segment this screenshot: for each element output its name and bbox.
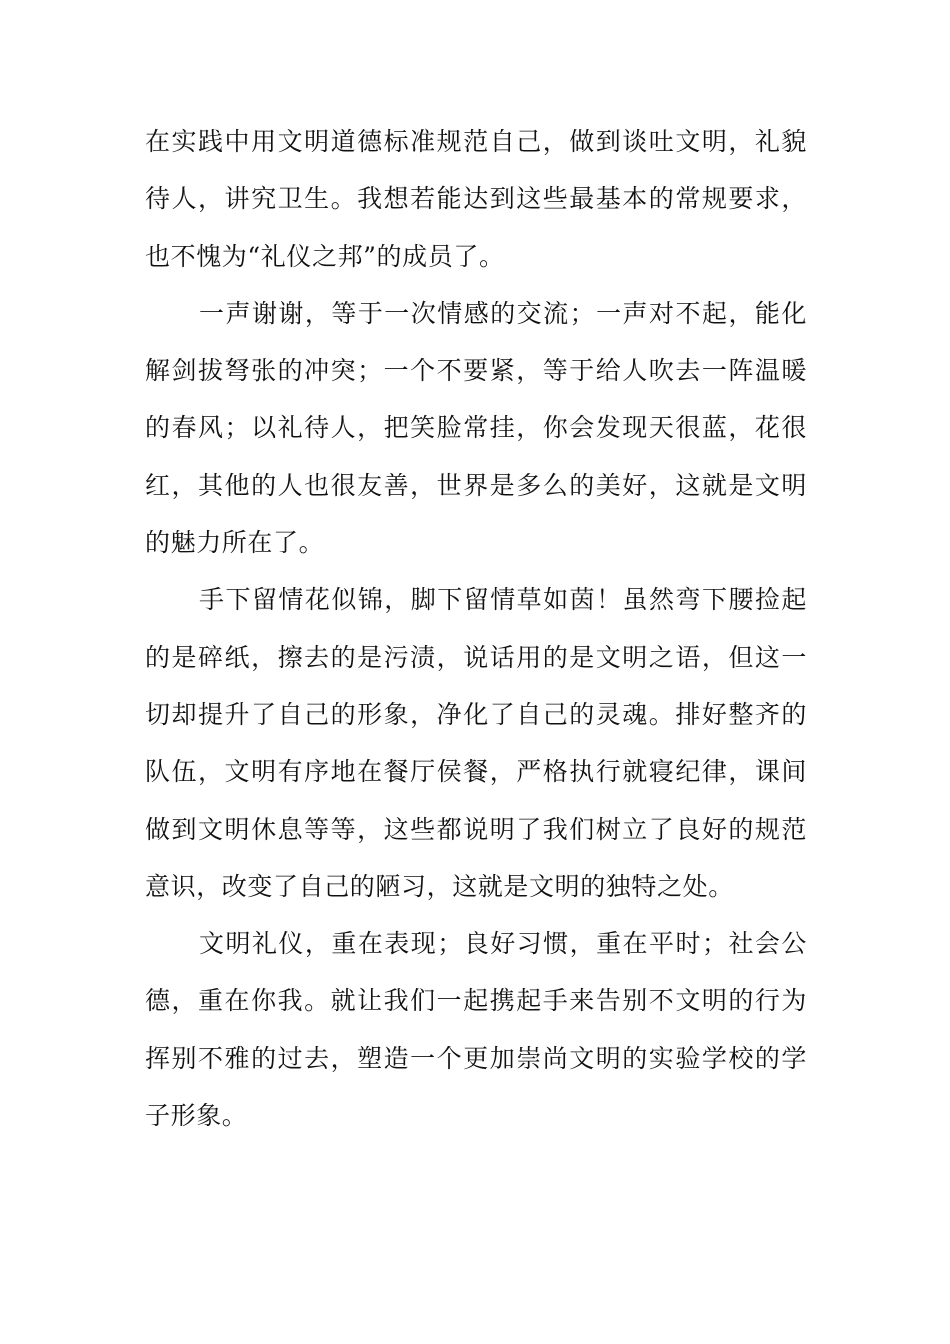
paragraph-4-line-1: 文明礼仪，重在表现；良好习惯，重在平时；社会公: [199, 929, 807, 959]
paragraph-3-line-1: 手下留情花似锦，脚下留情草如茵！虽然弯下腰捡起: [199, 585, 807, 615]
paragraph-3-line-2: 的是碎纸，擦去的是污渍，说话用的是文明之语，但这一: [145, 642, 807, 672]
paragraph-2-line-5: 的魅力所在了。: [145, 528, 325, 558]
paragraph-2-line-3: 的春风；以礼待人，把笑脸常挂，你会发现天很蓝，花很: [145, 413, 807, 443]
paragraph-2-line-2: 解剑拔弩张的冲突；一个不要紧，等于给人吹去一阵温暖: [145, 356, 807, 386]
paragraph-3-line-6: 意识，改变了自己的陋习，这就是文明的独特之处。: [145, 871, 734, 901]
document-body: [145, 113, 807, 1144]
paragraph-1-line-3: 也不愧为“礼仪之邦”的成员了。: [145, 241, 505, 271]
paragraph-3-line-4: 队伍，文明有序地在餐厅侯餐，严格执行就寝纪律，课间: [145, 757, 807, 787]
paragraph-2-line-1: 一声谢谢，等于一次情感的交流；一声对不起，能化: [199, 298, 807, 328]
paragraph-3-line-3: 切却提升了自己的形象，净化了自己的灵魂。排好整齐的: [145, 699, 807, 729]
paragraph-1-line-2: 待人，讲究卫生。我想若能达到这些最基本的常规要求，: [145, 184, 807, 214]
paragraph-2-line-4: 红，其他的人也很友善，世界是多么的美好，这就是文明: [145, 470, 807, 500]
paragraph-4-line-2: 德，重在你我。就让我们一起携起手来告别不文明的行为: [145, 986, 807, 1016]
paragraph-3-line-5: 做到文明休息等等，这些都说明了我们树立了良好的规范: [145, 814, 807, 844]
paragraph-4-line-4: 子形象。: [145, 1101, 248, 1131]
paragraph-4-line-3: 挥别不雅的过去，塑造一个更加崇尚文明的实验学校的学: [145, 1043, 807, 1073]
paragraph-1-line-1: 在实践中用文明道德标准规范自己，做到谈吐文明，礼貌: [145, 127, 807, 156]
